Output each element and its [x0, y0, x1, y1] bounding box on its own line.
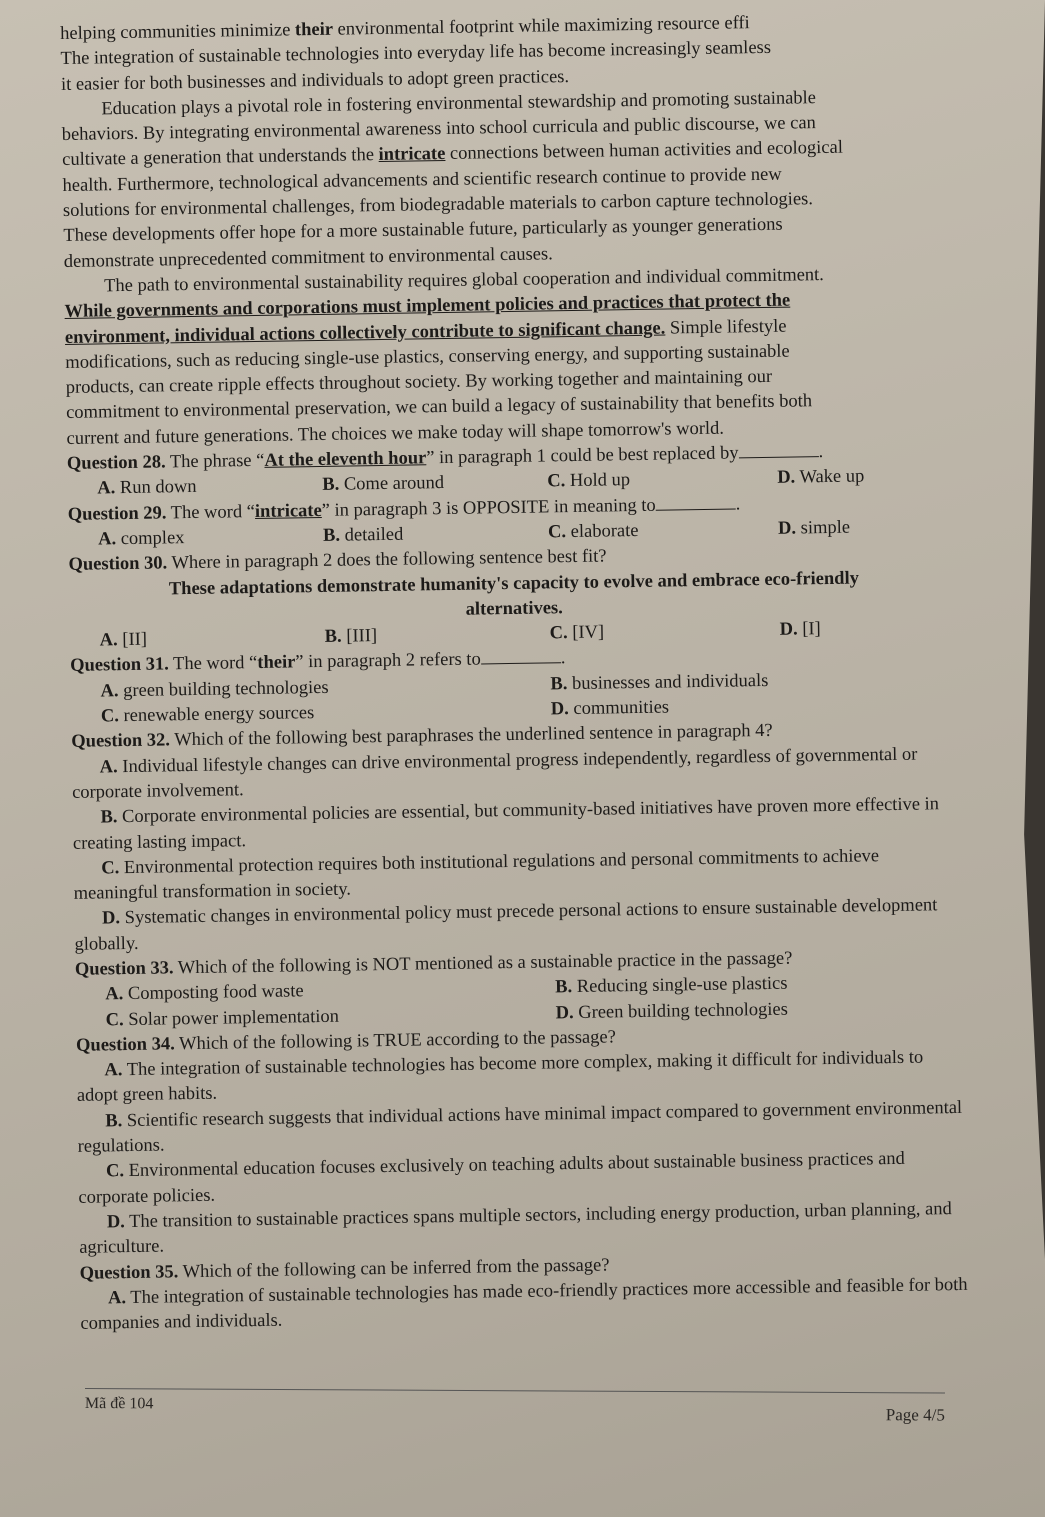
- option-a[interactable]: A. complex: [97, 528, 185, 550]
- answer-blank: [738, 442, 818, 458]
- option-c[interactable]: C. Hold up: [547, 470, 631, 492]
- passage-line: solutions for environmental challenges, from biodegradable materials to carbon capture technologies.: [62, 189, 814, 222]
- option-a[interactable]: A. Run down: [97, 477, 197, 499]
- passage-line: demonstrate unprecedented commitment to environmental causes.: [63, 243, 553, 272]
- option-a[interactable]: A. [II]: [99, 629, 148, 651]
- insert-sentence: alternatives.: [465, 598, 563, 620]
- option-d[interactable]: D. simple: [777, 517, 851, 539]
- option-a[interactable]: A. The integration of sustainable technologies has become more complex, making it difficult for individuals to adopt green habits.: [76, 1047, 924, 1107]
- option-a[interactable]: A. Individual lifestyle changes can drive environmental progress independently, regardless of governmental or corporate involvement.: [71, 744, 918, 803]
- passage-line: These developments offer hope for a more sustainable future, particularly as younger generations: [63, 215, 783, 247]
- question-32: [71, 716, 964, 958]
- underlined-sentence: environment, individual actions collectively contribute to significant change.: [64, 318, 666, 348]
- question-31: [70, 640, 961, 730]
- option-d[interactable]: D. The transition to sustainable practices spans multiple sectors, including energy production, urban planning, and agriculture.: [79, 1199, 952, 1259]
- option-d[interactable]: D. communities: [550, 697, 670, 720]
- insert-sentence: These adaptations demonstrate humanity's capacity to evolve and embrace eco-friendly: [168, 568, 860, 599]
- answer-blank: [656, 494, 736, 510]
- exam-code: Mã đề 104: [84, 1394, 154, 1413]
- passage-line: health. Furthermore, technological advancements and scientific research continue to provide new: [62, 164, 782, 196]
- question-35: [79, 1247, 970, 1337]
- underlined-sentence: While governments and corporations must implement policies and practices that protect the: [64, 290, 791, 323]
- word-their: their: [294, 19, 334, 41]
- answer-blank: [481, 649, 561, 665]
- option-d[interactable]: D. Systematic changes in environmental policy must precede personal actions to ensure sustainable development globally.: [74, 895, 938, 955]
- option-b[interactable]: B. Scientific research suggests that individual actions have minimal impact compared to government environmental regulations.: [77, 1097, 963, 1157]
- question-stem: Question 34. Which of the following is TRUE according to the passage?: [75, 1027, 617, 1056]
- option-d[interactable]: D. Green building technologies: [555, 999, 789, 1023]
- option-b[interactable]: B. businesses and individuals: [550, 670, 769, 695]
- word-intricate: intricate: [378, 144, 446, 166]
- passage-line: current and future generations. The choices we make today will shape tomorrow's world.: [66, 418, 725, 449]
- option-b[interactable]: B. Corporate environmental policies are essential, but community-based initiatives have proven more effective in creating lasting impact.: [72, 794, 940, 854]
- question-stem: Question 30. Where in paragraph 2 does the following sentence best fit?: [68, 546, 607, 576]
- question-33: [75, 944, 966, 1034]
- question-stem: Question 33. Which of the following is NOT mentioned as a sustainable practice in the passage?: [74, 948, 793, 980]
- option-c[interactable]: C. Environmental education focuses exclusively on teaching adults about sustainable business practices and corporate policies.: [78, 1149, 906, 1208]
- passage-line: cultivate a generation that understands the intricate connections between human activities and ecological: [62, 138, 844, 171]
- passage-line: The integration of sustainable technologies into everyday life has become increasingly seamless: [60, 38, 772, 70]
- passage-line: modifications, such as reducing single-use plastics, conserving energy, and supporting sustainable: [65, 341, 790, 373]
- option-b[interactable]: B. Reducing single-use plastics: [555, 973, 788, 998]
- passage-line: products, can create ripple effects throughout society. By working together and maintaining our: [65, 367, 773, 399]
- passage: [60, 8, 957, 452]
- option-a[interactable]: A. The integration of sustainable technologies has made eco-friendly practices more accessible and feasible for both companies and individuals.: [80, 1274, 968, 1334]
- option-a[interactable]: A. green building technologies: [100, 677, 329, 702]
- question-stem: Question 28. The phrase “At the eleventh hour” in paragraph 1 could be best replaced by .: [66, 442, 824, 474]
- passage-line: it easier for both businesses and individuals to adopt green practices.: [60, 66, 570, 95]
- option-a[interactable]: A. Composting food waste: [105, 981, 304, 1005]
- page-number: Page 4/5: [885, 1405, 945, 1425]
- passage-line: environment, individual actions collectively contribute to significant change. Simple lifestyle: [64, 316, 787, 348]
- option-c[interactable]: C. Environmental protection requires both institutional regulations and personal commitments to achieve meaningful transformation in society.: [73, 846, 880, 904]
- question-stem: Question 29. The word “intricate” in paragraph 3 is OPPOSITE in meaning to .: [67, 494, 741, 525]
- option-c[interactable]: C. Solar power implementation: [105, 1006, 340, 1030]
- option-b[interactable]: B. [III]: [324, 626, 378, 648]
- passage-line: The path to environmental sustainability requires global cooperation and individual commitment.: [103, 265, 825, 297]
- passage-line: helping communities minimize their environmental footprint while maximizing resource effi: [60, 13, 750, 44]
- passage-line: commitment to environmental preservation, we can build a legacy of sustainability that benefits both: [65, 391, 813, 424]
- exam-page: [60, 8, 971, 1337]
- option-c[interactable]: C. [IV]: [549, 622, 605, 644]
- option-b[interactable]: B. detailed: [322, 524, 404, 546]
- question-stem: Question 32. Which of the following best paraphrases the underlined sentence in paragraph 4?: [71, 721, 773, 753]
- option-b[interactable]: B. Come around: [322, 473, 445, 496]
- passage-line: Education plays a pivotal role in fostering environmental stewardship and promoting sustainable: [101, 88, 817, 120]
- passage-line: behaviors. By integrating environmental awareness into school curricula and public discourse, we can: [61, 113, 816, 146]
- question-stem: Question 35. Which of the following can be inferred from the passage?: [79, 1255, 610, 1284]
- question-34: [76, 1020, 969, 1262]
- question-30: [68, 539, 959, 654]
- option-d[interactable]: D. Wake up: [777, 466, 865, 489]
- option-c[interactable]: C. elaborate: [547, 520, 639, 543]
- question-stem: Question 31. The word “their” in paragraph 2 refers to .: [69, 648, 566, 677]
- option-d[interactable]: D. [I]: [779, 619, 821, 640]
- option-c[interactable]: C. renewable energy sources: [100, 703, 315, 727]
